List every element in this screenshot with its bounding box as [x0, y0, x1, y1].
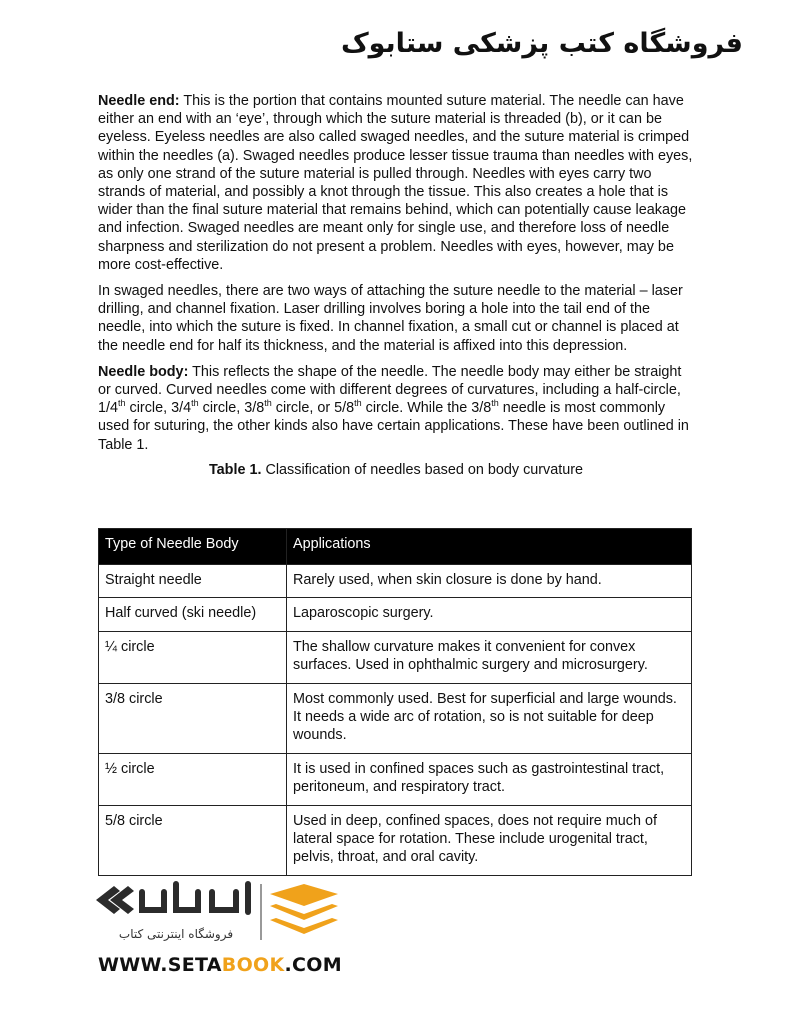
- page-header-title: فروشگاه کتب پزشکی ستابوک: [340, 28, 743, 59]
- table-row: [99, 753, 692, 805]
- cell-needle-type: ½ circle: [99, 753, 287, 805]
- cell-application: It is used in confined spaces such as gastrointestinal tract, peritoneum, and respiratory tract.: [287, 753, 692, 805]
- column-header-applications: Applications: [287, 529, 692, 565]
- cell-needle-type: ¼ circle: [99, 631, 287, 683]
- cell-application: Rarely used, when skin closure is done by hand.: [287, 565, 692, 598]
- superscript-th: th: [354, 398, 362, 409]
- cell-needle-type: Straight needle: [99, 565, 287, 598]
- cell-needle-type: Half curved (ski needle): [99, 598, 287, 631]
- needle-body-text-c: circle, 3/8: [198, 400, 265, 417]
- table-row: [99, 565, 692, 598]
- needle-body-text-e: circle. While the 3/8: [361, 400, 492, 417]
- url-suffix: .COM: [284, 954, 342, 976]
- superscript-th: th: [264, 398, 272, 409]
- table-caption-label: Table 1.: [208, 461, 262, 478]
- table-header-row: [99, 529, 692, 565]
- paragraph-swaged-needles: In swaged needles, there are two ways of attaching the suture needle to the material – laser drilling, and channel fixation. Laser drilling involves boring a hole into the tail end of the needle, into which the suture is fixed. In channel fixation, a small cut or channel is placed at the needle end for half its thickness, and the material is affixed into this depression.: [98, 283, 683, 354]
- book-stack-icon: [270, 884, 338, 934]
- table-row: [99, 598, 692, 631]
- needle-end-text: This is the portion that contains mounted suture material. The needle can have either an end with an ‘eye’, through which the suture material is threaded (b), or it can be eyeless. Eyeless needles are also called swaged needles, and the suture material is crimped within the needles (a). Swaged needles produce lesser tissue trauma than needles with eyes, as only one strand of the suture material is pulled through. Needles with eyes carry two strands of material, and possibly a knot through the tissue. This also creates a hole that is wider than the final suture material that remains behind, which can potentially cause leakage and infection. Swaged needles are meant only for single use, and therefore loss of needle sharpness and sterilization do not present a problem. Needles with eyes, however, may be more cost-effective.: [98, 93, 693, 273]
- table-row: [99, 805, 692, 875]
- paragraph-needle-end: [98, 92, 694, 274]
- cell-application: Most commonly used. Best for superficial and large wounds. It needs a wide arc of rotation, so is not suitable for deep wounds.: [287, 683, 692, 753]
- needle-classification-table: [98, 528, 692, 876]
- table-caption: [98, 462, 694, 478]
- cell-application: Laparoscopic surgery.: [287, 598, 692, 631]
- superscript-th: th: [118, 398, 126, 409]
- needle-body-heading: Needle body:: [98, 363, 189, 380]
- superscript-th: th: [491, 398, 499, 409]
- logo-chevron-icon: [96, 886, 134, 914]
- needle-body-text-f: needle is most commonly used for suturing, the other kinds also have certain applications. These have been outlined in Table 1.: [98, 400, 689, 453]
- logo-wordmark: [142, 884, 248, 912]
- cell-application: The shallow curvature makes it convenient for convex surfaces. Used in ophthalmic surgery and microsurgery.: [287, 631, 692, 683]
- setabook-logo: [92, 880, 342, 950]
- document-body: [98, 92, 694, 486]
- needle-body-text-a: This reflects the shape of the needle. The needle body may either be straight or curved. Curved needles come with different degrees of curvatures, including a half-circle, 1/4: [98, 363, 682, 417]
- needle-body-text-b: circle, 3/4: [125, 400, 192, 417]
- url-prefix: WWW.SETA: [98, 954, 222, 976]
- paragraph-needle-body: [98, 363, 694, 454]
- needle-end-heading: Needle end:: [98, 93, 180, 109]
- superscript-th: th: [191, 398, 199, 409]
- logo-divider: [260, 884, 262, 940]
- website-url: [98, 954, 342, 976]
- logo-subtitle: فروشگاه اینترنتی کتاب: [118, 927, 234, 941]
- cell-application: Used in deep, confined spaces, does not require much of lateral space for rotation. These include urogenital tract, pelvis, throat, and oral cavity.: [287, 805, 692, 875]
- table-row: [99, 631, 692, 683]
- table-caption-text: Classification of needles based on body curvature: [261, 461, 584, 478]
- needle-body-text-d: circle, or 5/8: [271, 400, 355, 417]
- cell-needle-type: 5/8 circle: [99, 805, 287, 875]
- table-row: [99, 683, 692, 753]
- url-accent: BOOK: [221, 954, 285, 976]
- column-header-type: Type of Needle Body: [99, 529, 287, 565]
- cell-needle-type: 3/8 circle: [99, 683, 287, 753]
